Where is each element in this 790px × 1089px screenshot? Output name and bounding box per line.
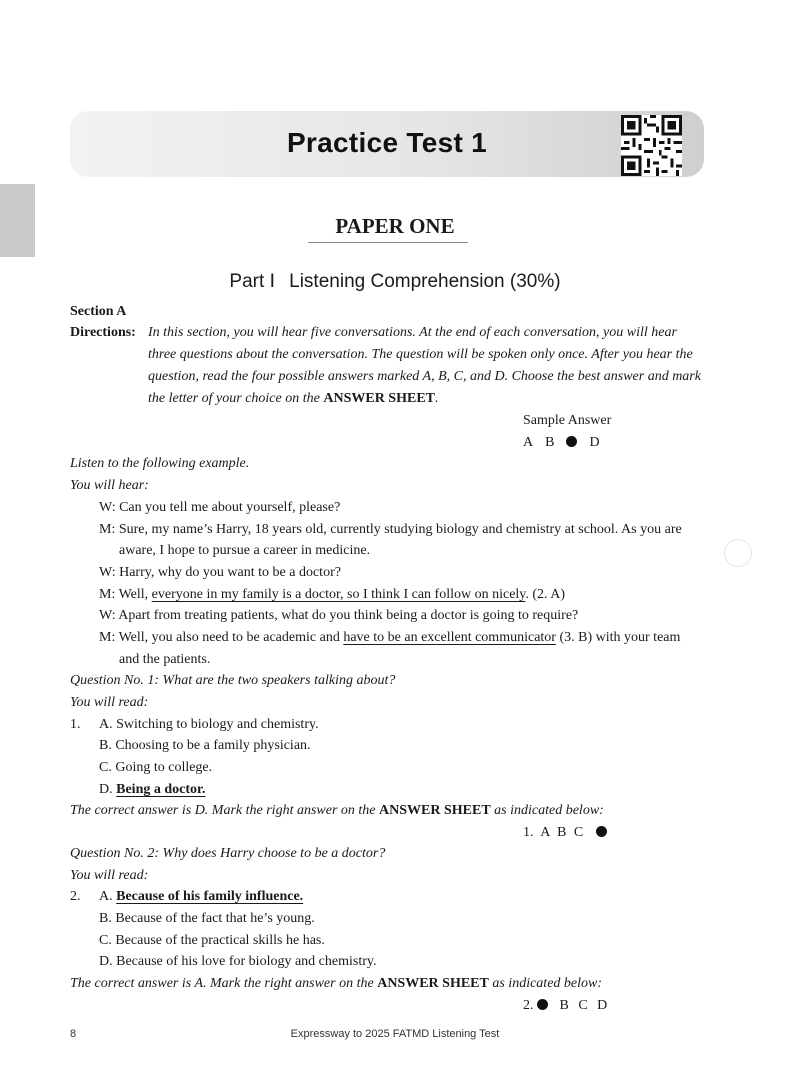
sample-option-d: D	[589, 435, 600, 450]
underlined-key-phrase: everyone in my family is a doctor, so I think I can follow on nicely	[151, 587, 526, 602]
note-text: as indicated below:	[492, 976, 603, 991]
part-title: Listening Comprehension (30%)	[289, 271, 561, 292]
example-intro: Listen to the following example.	[70, 456, 250, 471]
note-text: The correct answer is D. Mark the right answer on the	[70, 803, 376, 818]
answer-option: B. Choosing to be a family physician.	[99, 738, 311, 753]
answer-mark-text: 1. A B C	[523, 825, 584, 840]
option-letter: D.	[99, 782, 113, 797]
you-will-read: You will read:	[70, 868, 149, 883]
directions-end: .	[435, 391, 439, 406]
correct-answer-note	[70, 973, 602, 995]
answer-mark-row	[523, 995, 607, 1017]
sample-option-b: B	[545, 435, 555, 450]
answer-sheet-term: ANSWER SHEET	[377, 976, 489, 991]
footer-title: Expressway to 2025 FATMD Listening Test	[290, 1028, 500, 1040]
dialogue-suffix: (3. B) with your team	[555, 630, 681, 645]
filled-bubble-icon	[596, 826, 607, 837]
answer-option: D. Because of his love for biology and chemistry.	[99, 954, 377, 969]
filled-bubble-icon	[537, 999, 548, 1010]
page-title: Practice Test 1	[286, 127, 488, 158]
answer-mark-text: B C D	[559, 998, 608, 1013]
dialogue-line: M: Sure, my name’s Harry, 18 years old, currently studying biology and chemistry at school. As you are	[99, 522, 682, 537]
answer-option-correct	[99, 886, 303, 908]
dialogue-line: W: Apart from treating patients, what do you think being a doctor is going to require?	[99, 608, 579, 623]
correct-answer-note	[70, 800, 604, 822]
part-heading	[0, 270, 790, 293]
answer-sheet-term: ANSWER SHEET	[323, 391, 435, 406]
directions-body: In this section, you will hear five conversations. At the end of each conversation, you will hear three questions about the conversation. The question will be spoken only once. After you hear the question, read the four possible answers marked A, B, C, and D. Choose the best answer and mark the letter of your choice on the	[148, 325, 701, 406]
dialogue-prefix: M: Well, you also need to be academic and	[99, 630, 344, 645]
underlined-key-phrase: have to be an excellent communicator	[343, 630, 556, 645]
you-will-read: You will read:	[70, 695, 149, 710]
question-prompt: Question No. 2: Why does Harry choose to be a doctor?	[70, 846, 386, 861]
dialogue-line: W: Can you tell me about yourself, please?	[99, 500, 341, 515]
question-number: 1.	[70, 717, 81, 732]
answer-mark-num: 2.	[523, 998, 534, 1013]
question-prompt: Question No. 1: What are the two speakers talking about?	[70, 673, 396, 688]
directions-label: Directions:	[70, 325, 136, 340]
qr-code-icon	[621, 115, 682, 176]
answer-mark-row	[523, 822, 607, 844]
dialogue-prefix: M: Well,	[99, 587, 152, 602]
dialogue-line	[99, 584, 565, 606]
dialogue-suffix: . (2. A)	[525, 587, 566, 602]
answer-sheet-term: ANSWER SHEET	[379, 803, 491, 818]
directions-text	[148, 322, 708, 410]
answer-option-correct	[99, 779, 205, 801]
answer-option: C. Because of the practical skills he has.	[99, 933, 325, 948]
note-text: The correct answer is A. Mark the right answer on the	[70, 976, 374, 991]
sample-answer-marks	[523, 432, 600, 454]
dialogue-line	[99, 627, 680, 649]
page-number: 8	[70, 1028, 77, 1040]
correct-answer-text: Being a doctor.	[116, 782, 206, 797]
you-will-hear: You will hear:	[70, 478, 149, 493]
sample-answer-title: Sample Answer	[523, 413, 612, 428]
option-letter: A.	[99, 889, 113, 904]
question-number: 2.	[70, 889, 81, 904]
section-heading: Section A	[70, 304, 127, 319]
dialogue-line: aware, I hope to pursue a career in medicine.	[119, 543, 371, 558]
part-label: Part Ⅰ	[229, 271, 276, 292]
answer-option: A. Switching to biology and chemistry.	[99, 717, 319, 732]
answer-option: C. Going to college.	[99, 760, 213, 775]
filled-bubble-icon	[566, 436, 577, 447]
note-text: as indicated below:	[494, 803, 604, 818]
sample-option-a: A	[523, 435, 534, 450]
watermark-icon	[724, 539, 752, 567]
dialogue-line: and the patients.	[119, 652, 211, 667]
title-banner	[70, 111, 704, 177]
paper-title-underline	[308, 242, 468, 243]
paper-title: PAPER ONE	[335, 214, 455, 238]
answer-option: B. Because of the fact that he’s young.	[99, 911, 315, 926]
dialogue-line: W: Harry, why do you want to be a doctor?	[99, 565, 341, 580]
correct-answer-text: Because of his family influence.	[116, 889, 304, 904]
